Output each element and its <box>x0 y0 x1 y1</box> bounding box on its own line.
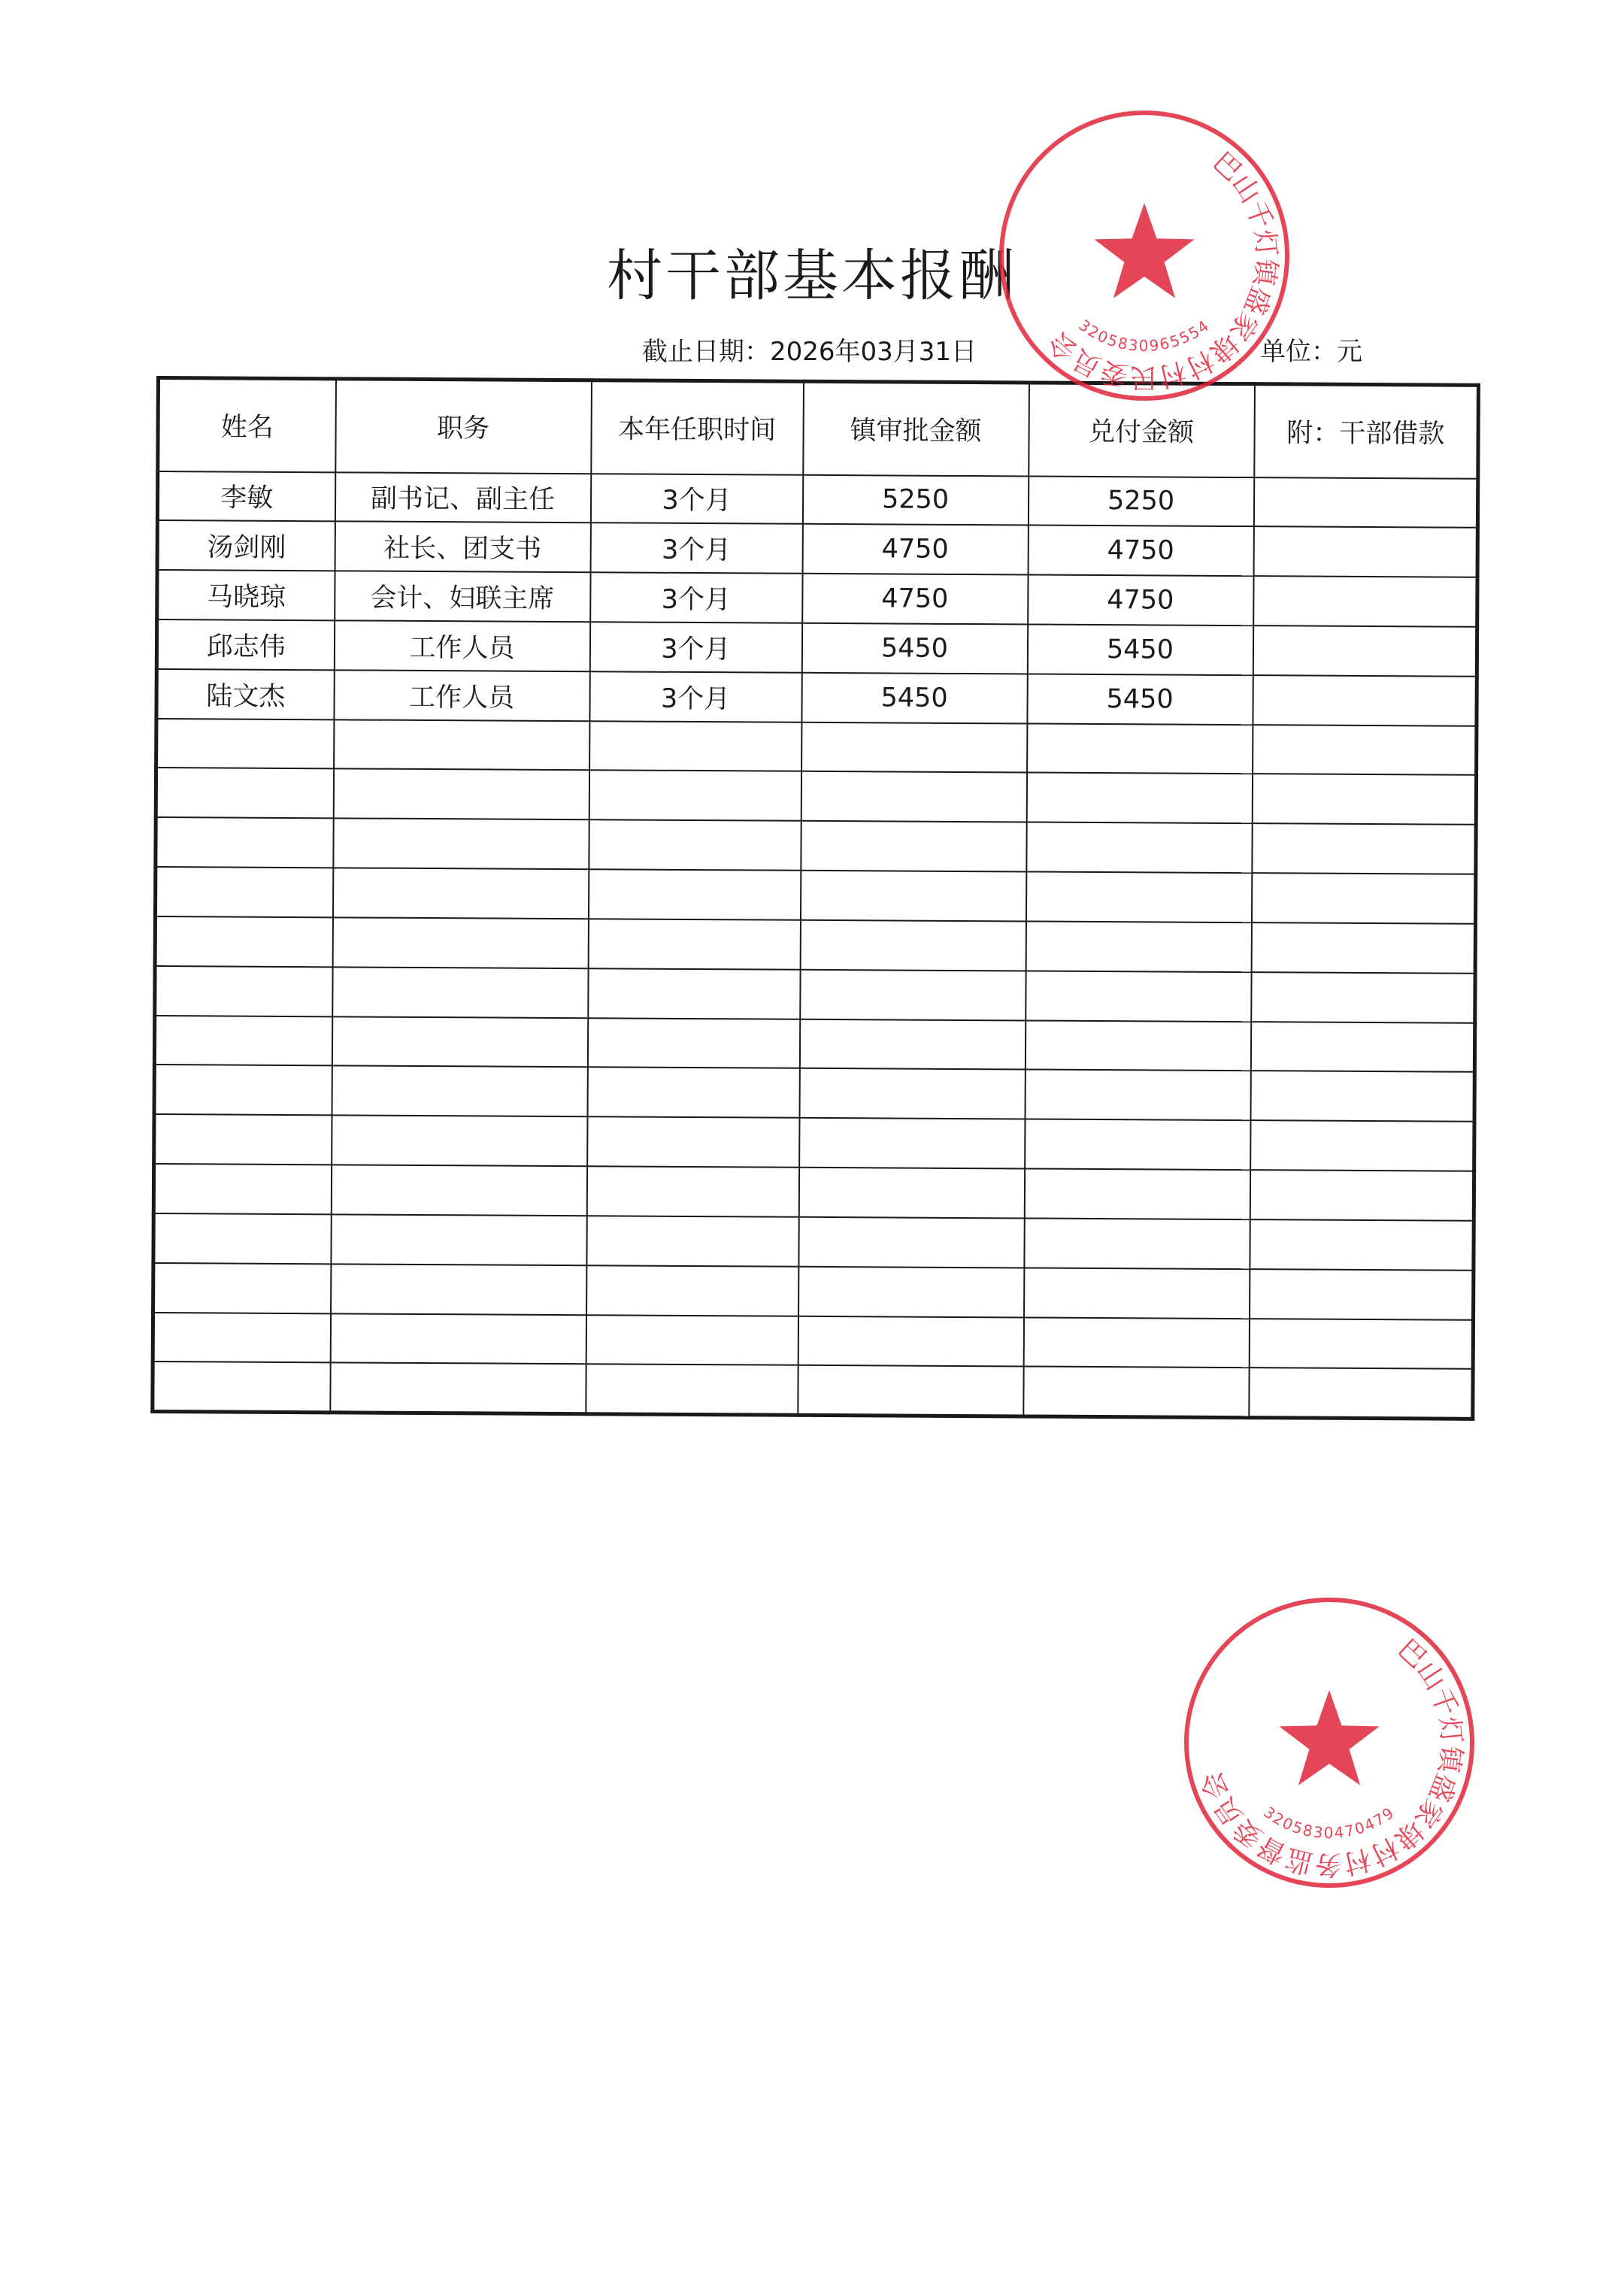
cell-position: 副书记、副主任 <box>335 472 590 523</box>
salary-table-wrap <box>150 376 1477 1421</box>
empty-cell <box>1250 1170 1474 1220</box>
empty-cell <box>330 1313 586 1365</box>
table-row <box>157 520 1477 577</box>
star-icon <box>1279 1690 1379 1786</box>
empty-cell <box>1026 872 1251 923</box>
cell-position: 会计、妇联主席 <box>335 571 590 622</box>
table-row-empty <box>156 768 1476 825</box>
empty-cell <box>156 817 333 868</box>
empty-cell <box>1250 1219 1474 1270</box>
empty-cell <box>798 1267 1024 1318</box>
table-row <box>157 471 1477 529</box>
cell-loan <box>1253 526 1477 577</box>
cell-name: 汤剑刚 <box>157 520 335 571</box>
empty-cell <box>1023 1367 1249 1418</box>
empty-cell <box>331 1165 586 1216</box>
empty-cell <box>798 1365 1023 1416</box>
cell-position: 工作人员 <box>334 620 589 671</box>
cell-loan <box>1253 625 1477 676</box>
empty-cell <box>153 1164 331 1214</box>
cell-loan <box>1253 477 1477 528</box>
empty-cell <box>154 1114 332 1165</box>
empty-cell <box>587 1068 799 1118</box>
empty-cell <box>155 867 332 917</box>
empty-cell <box>332 1116 587 1167</box>
page-title: 村干部基本报酬 <box>607 244 1017 308</box>
empty-cell <box>589 820 801 871</box>
empty-cell <box>1251 972 1475 1022</box>
empty-cell <box>801 821 1026 872</box>
cell-name: 邱志伟 <box>156 619 334 670</box>
empty-cell <box>1252 774 1476 825</box>
table-row-empty <box>153 1164 1474 1221</box>
empty-cell <box>1027 723 1253 774</box>
table-row-empty <box>154 1065 1474 1122</box>
cell-tenure: 3个月 <box>589 671 801 722</box>
table-row-empty <box>153 1313 1473 1370</box>
empty-cell <box>333 819 589 870</box>
empty-cell <box>586 1315 798 1365</box>
empty-cell <box>1252 823 1476 874</box>
empty-cell <box>1026 773 1252 824</box>
svg-text:3205830965554 <box>1075 316 1213 355</box>
cutoff-date: 截止日期：2026年03月31日 <box>642 337 977 367</box>
stamp-code: 3205830470479 <box>1260 1803 1398 1842</box>
empty-cell <box>331 1214 586 1265</box>
empty-cell <box>1249 1319 1473 1369</box>
empty-cell <box>1250 1120 1474 1171</box>
empty-cell <box>800 920 1026 971</box>
empty-cell <box>588 919 800 969</box>
cell-approved-amount: 4750 <box>802 524 1028 575</box>
empty-cell <box>332 917 588 968</box>
table-row <box>156 619 1477 677</box>
empty-cell <box>800 970 1026 1021</box>
empty-cell <box>1250 1269 1474 1319</box>
empty-cell <box>587 1018 799 1068</box>
table-row-empty <box>156 817 1476 874</box>
empty-cell <box>154 1016 332 1066</box>
header-position: 职务 <box>335 379 592 474</box>
empty-cell <box>586 1265 798 1316</box>
stamp-name: 巴山千灯镇盛家埭村村务监督委员会 <box>1196 1633 1467 1880</box>
table-row-empty <box>155 916 1475 974</box>
cell-approved-amount: 5450 <box>801 623 1027 674</box>
empty-cell <box>586 1166 798 1216</box>
empty-cell <box>1250 1071 1474 1122</box>
empty-cell <box>798 1168 1024 1219</box>
empty-cell <box>588 869 800 919</box>
empty-cell <box>589 771 801 821</box>
empty-cell <box>801 771 1026 822</box>
cell-name: 马晓琼 <box>157 570 335 620</box>
empty-cell <box>155 966 332 1016</box>
empty-cell <box>153 1313 330 1363</box>
empty-cell <box>798 1316 1023 1367</box>
cell-paid-amount: 4750 <box>1028 526 1253 577</box>
empty-cell <box>332 1016 587 1068</box>
empty-cell <box>153 1362 330 1412</box>
cell-paid-amount: 5450 <box>1027 624 1253 675</box>
cell-approved-amount: 4750 <box>802 574 1028 625</box>
empty-cell <box>799 1068 1025 1119</box>
cell-loan <box>1253 576 1477 626</box>
table-row <box>157 570 1477 627</box>
empty-cell <box>332 1066 587 1117</box>
empty-cell <box>332 967 588 1018</box>
empty-cell <box>798 1217 1024 1268</box>
empty-cell <box>1023 1317 1249 1368</box>
empty-cell <box>799 1118 1025 1169</box>
cell-tenure: 3个月 <box>589 622 801 672</box>
table-row-empty <box>156 719 1477 776</box>
empty-cell <box>1024 1268 1250 1319</box>
empty-cell <box>331 1264 586 1315</box>
empty-cell <box>1253 725 1477 775</box>
currency-unit: 单位：元 <box>1260 337 1362 367</box>
stamp-name: 巴山千灯镇盛家埭村村民委员会 <box>1043 146 1282 393</box>
cell-paid-amount: 4750 <box>1028 575 1253 626</box>
empty-cell <box>586 1216 798 1266</box>
cell-paid-amount: 5250 <box>1028 476 1253 527</box>
header-name: 姓名 <box>158 378 336 472</box>
cell-position: 工作人员 <box>334 670 589 721</box>
cell-paid-amount: 5450 <box>1027 674 1253 725</box>
empty-cell <box>1026 971 1251 1022</box>
cell-approved-amount: 5450 <box>801 673 1027 724</box>
empty-cell <box>1249 1368 1473 1419</box>
svg-text:3205830470479 <box>1260 1803 1398 1842</box>
header-paid-amount: 兑付金额 <box>1029 383 1255 477</box>
supervision-committee-stamp <box>1179 1592 1480 1893</box>
village-committee-stamp <box>994 105 1295 406</box>
table-row-empty <box>154 1114 1474 1171</box>
star-icon <box>1094 203 1194 298</box>
table-row <box>156 669 1477 726</box>
empty-cell <box>1025 1119 1250 1171</box>
empty-cell <box>589 721 801 771</box>
empty-cell <box>156 719 334 769</box>
cell-tenure: 3个月 <box>590 572 802 622</box>
table-row-empty <box>154 1016 1474 1073</box>
header-loan-note: 附：干部借款 <box>1254 384 1479 479</box>
empty-cell <box>1026 822 1252 874</box>
empty-cell <box>154 1065 332 1115</box>
empty-cell <box>586 1365 798 1416</box>
cell-tenure: 3个月 <box>590 523 802 574</box>
table-row-empty <box>153 1263 1474 1320</box>
empty-cell <box>330 1363 586 1414</box>
cell-position: 社长、团支书 <box>335 522 590 573</box>
empty-cell <box>799 1019 1025 1070</box>
empty-cell <box>1025 1020 1250 1071</box>
empty-cell <box>801 722 1027 773</box>
empty-cell <box>1026 921 1251 972</box>
cell-loan <box>1253 675 1477 725</box>
table-row-empty <box>153 1362 1473 1419</box>
empty-cell <box>1251 873 1475 923</box>
header-approved-amount: 镇审批金额 <box>803 381 1029 476</box>
cell-tenure: 3个月 <box>590 474 802 524</box>
empty-cell <box>153 1263 331 1313</box>
cell-approved-amount: 5250 <box>802 474 1028 526</box>
empty-cell <box>1024 1169 1250 1220</box>
empty-cell <box>588 968 800 1019</box>
empty-cell <box>1250 1022 1474 1072</box>
empty-cell <box>156 768 333 818</box>
table-row-empty <box>155 966 1475 1023</box>
stamp-code: 3205830965554 <box>1075 316 1213 355</box>
empty-cell <box>800 871 1026 922</box>
empty-cell <box>1024 1218 1250 1269</box>
empty-cell <box>333 769 589 820</box>
empty-cell <box>153 1213 331 1264</box>
empty-cell <box>334 719 589 771</box>
table-row-empty <box>153 1213 1474 1271</box>
table-row-empty <box>155 867 1475 924</box>
empty-cell <box>155 916 332 967</box>
empty-cell <box>1025 1070 1250 1121</box>
cell-name: 李敏 <box>157 471 335 522</box>
salary-table <box>150 376 1480 1421</box>
cell-name: 陆文杰 <box>156 669 334 719</box>
empty-cell <box>332 868 588 919</box>
empty-cell <box>587 1116 799 1167</box>
empty-cell <box>1251 922 1475 973</box>
header-tenure: 本年任职时间 <box>591 380 804 475</box>
